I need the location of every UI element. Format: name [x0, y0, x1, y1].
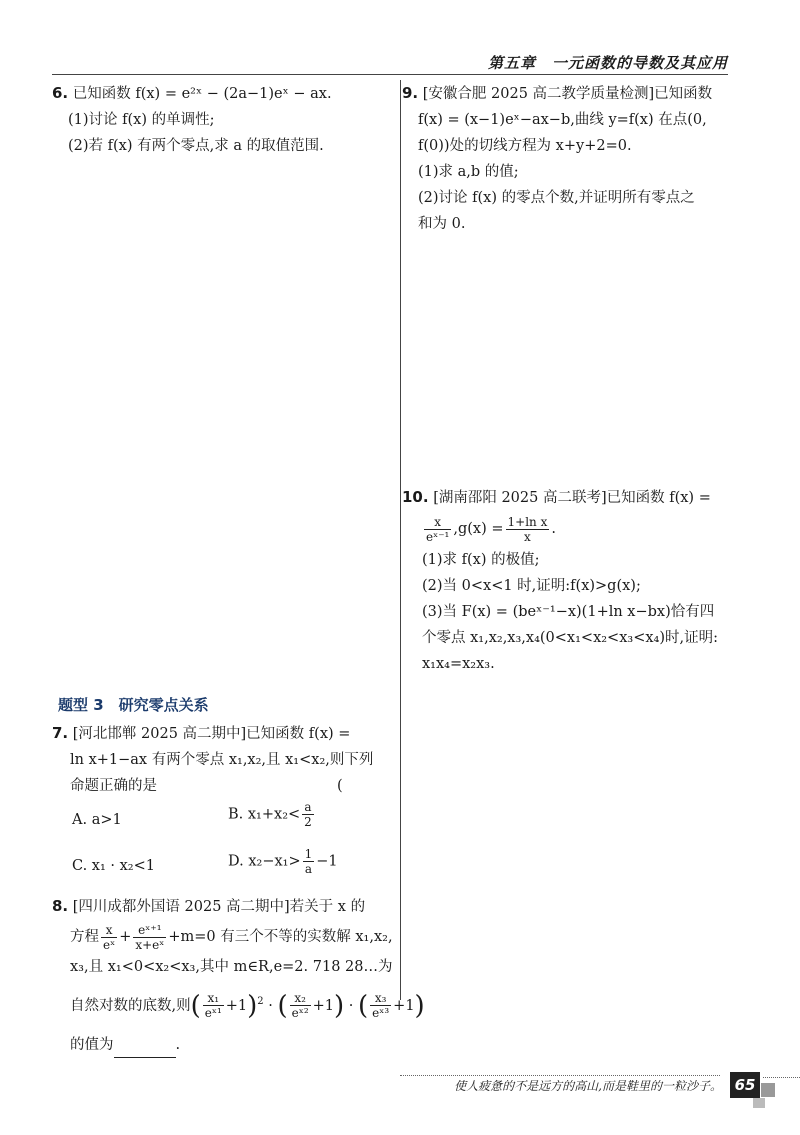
fraction: [133, 923, 166, 952]
denominator: eˣ²: [291, 1006, 309, 1021]
problem-line: [安徽合肥 2025 高二教学质量检测]已知函数: [422, 86, 713, 102]
problem-line: ln x+1−ax 有两个零点 x₁,x₂,且 x₁<x₂,则下列: [70, 752, 374, 768]
fraction: [302, 800, 314, 829]
problem-part: (2)当 0<x<1 时,证明:f(x)>g(x);: [422, 578, 641, 594]
numerator: x₂: [290, 991, 311, 1006]
numerator: a: [302, 800, 314, 815]
problem-line: [河北邯郸 2025 高二期中]已知函数 f(x) =: [72, 726, 351, 742]
problem-6: [52, 80, 332, 159]
option-text: −1: [316, 853, 338, 870]
page-decoration: [753, 1098, 765, 1108]
problem-line: 自然对数的底数,则: [70, 997, 191, 1014]
denominator: a: [304, 862, 312, 876]
column-divider: [400, 80, 401, 1000]
problem-line: [四川成都外国语 2025 高二期中]若关于 x 的: [72, 899, 366, 915]
numerator: x₁: [203, 991, 224, 1006]
problem-line: +m=0 有三个不等的实数解 x₁,x₂,: [168, 929, 393, 945]
problem-line: ,g(x) =: [453, 521, 504, 537]
problem-line: [湖南邵阳 2025 高二联考]已知函数 f(x) =: [433, 490, 711, 506]
page-number: 65: [730, 1072, 760, 1098]
problem-line: (1)求 a,b 的值;: [418, 164, 519, 180]
operator: ·: [348, 997, 354, 1014]
option-text: B. x₁+x₂<: [228, 806, 301, 823]
problem-part: (1)讨论 f(x) 的单调性;: [68, 112, 215, 128]
fraction: [506, 515, 550, 544]
problem-8: 8. [四川成都外国语 2025 高二期中]若关于 x 的 方程 $\frac{x}{\text{eˣ}}$ + $\frac{\text{eˣ⁺¹}}{\text{x+eˣ}}$ +m=0 有三个不等的实数解 x₁,x₂, x₃,且 x₁<0<x₂<x₃,其中 m∈R,e=2. 718 28…为 自然对数的底数,则( $\frac{\text{x₁}}{\text{eˣ¹}}$ +1)$^2$ · ( $\frac{\text{x₂}}{\text{eˣ²}}$ +1) · ( $\frac{\text{x₃}}{\text{eˣ³}}$ +1) 的值为 .: [52, 893, 392, 1058]
problem-7: [52, 720, 392, 799]
problem-part: (1)求 f(x) 的极值;: [422, 552, 540, 568]
option-b: [228, 800, 316, 829]
problem-part: x₁x₄=x₂x₃.: [422, 656, 495, 672]
numerator: eˣ⁺¹: [133, 923, 166, 938]
problem-number: 8.: [52, 897, 69, 915]
problem-line: 的值为: [70, 1036, 114, 1053]
fraction: [424, 515, 451, 544]
denominator: eˣ¹: [204, 1006, 222, 1021]
fraction: [303, 847, 315, 876]
answer-bracket: (: [337, 778, 343, 794]
punctuation: .: [175, 1036, 181, 1053]
option-d: [228, 847, 338, 876]
problem-line: 方程: [70, 929, 99, 945]
denominator: eˣ⁻¹: [426, 529, 450, 544]
problem-line: x₃,且 x₁<0<x₂<x₃,其中 m∈R,e=2. 718 28…为: [70, 959, 393, 975]
fraction: [290, 991, 311, 1020]
problem-number: 7.: [52, 724, 69, 742]
problem-line: (2)讨论 f(x) 的零点个数,并证明所有零点之: [418, 190, 695, 206]
denominator: eˣ³: [372, 1006, 390, 1021]
footer-rule: [400, 1075, 720, 1076]
problem-line: f(x) = (x−1)eˣ−ax−b,曲线 y=f(x) 在点(0,: [418, 112, 707, 128]
problem-number: 9.: [402, 84, 419, 102]
denominator: eˣ: [103, 937, 116, 952]
operator: +: [119, 929, 132, 945]
option-a: A. a>1: [72, 812, 122, 828]
problem-stem: 已知函数 f(x) = e²ˣ − (2a−1)eˣ − ax.: [72, 86, 332, 102]
option-text: D. x₂−x₁>: [228, 853, 301, 870]
problem-part: 个零点 x₁,x₂,x₃,x₄(0<x₁<x₂<x₃<x₄)时,证明:: [422, 630, 718, 646]
answer-blank: [114, 1041, 176, 1058]
section-title: 题型 3 研究零点关系: [58, 696, 209, 714]
fraction: [203, 991, 224, 1020]
numerator: 1+ln x: [507, 514, 548, 529]
header-rule: [52, 74, 728, 75]
page-decoration: [761, 1083, 775, 1097]
fraction: [370, 991, 391, 1020]
problem-line: 命题正确的是: [70, 778, 157, 794]
problem-part: (2)若 f(x) 有两个零点,求 a 的取值范围.: [68, 138, 324, 154]
operator: +1: [225, 997, 248, 1014]
fraction: [101, 923, 117, 952]
numerator: x: [101, 923, 117, 938]
operator: +1: [312, 997, 335, 1014]
numerator: 1: [304, 847, 313, 861]
footer-motto: 使人疲惫的不是远方的高山,而是鞋里的一粒沙子。: [454, 1079, 722, 1093]
punctuation: .: [551, 521, 556, 537]
operator: +1: [393, 997, 415, 1014]
operator: ·: [268, 997, 273, 1014]
denominator: x+eˣ: [135, 937, 165, 952]
problem-part: (3)当 F(x) = (beˣ⁻¹−x)(1+ln x−bx)恰有四: [422, 604, 715, 620]
problem-10: [402, 484, 742, 677]
exponent: 2: [257, 996, 264, 1007]
chapter-title: 第五章 一元函数的导数及其应用: [487, 54, 728, 72]
numerator: x: [424, 515, 451, 530]
footer-rule: [763, 1077, 800, 1078]
denominator: x: [524, 529, 531, 544]
problem-line: 和为 0.: [418, 216, 466, 232]
problem-number: 10.: [402, 488, 429, 506]
problem-line: f(0))处的切线方程为 x+y+2=0.: [418, 138, 632, 154]
numerator: x₃: [370, 991, 391, 1006]
problem-number: 6.: [52, 84, 69, 102]
denominator: 2: [304, 815, 312, 829]
option-c: C. x₁ · x₂<1: [72, 858, 155, 874]
problem-9: [402, 80, 742, 237]
